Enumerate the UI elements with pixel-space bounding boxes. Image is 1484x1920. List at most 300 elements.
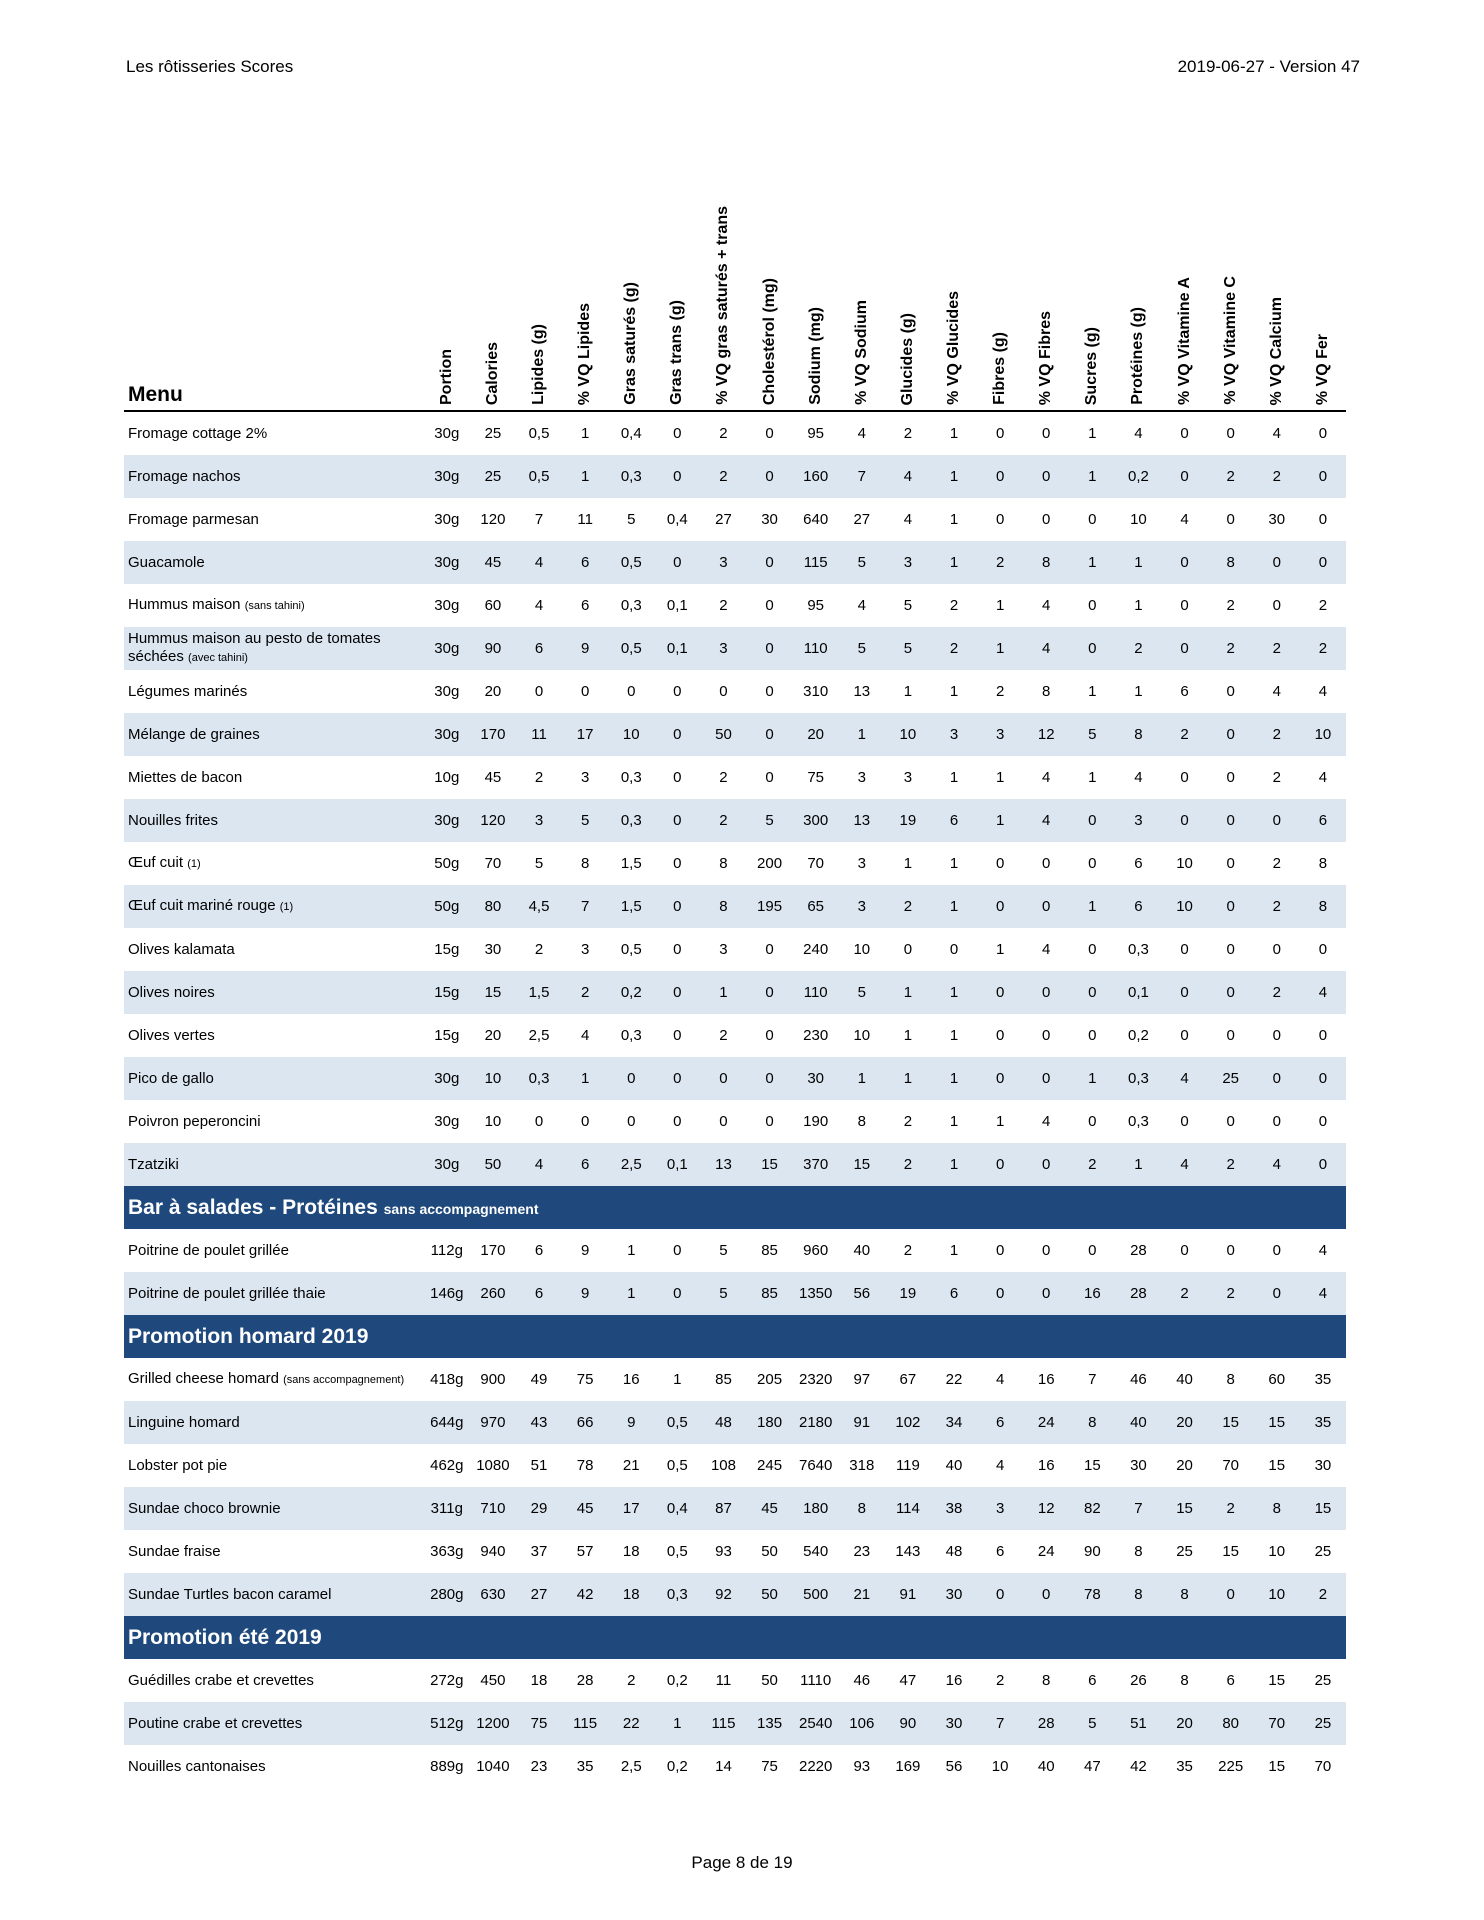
- nutrient-value: 0: [719, 1113, 728, 1130]
- nutrient-value: 30g: [434, 683, 460, 700]
- nutrient-value: 0: [1254, 1272, 1300, 1315]
- nutrient-value: 0: [700, 1057, 746, 1100]
- nutrient-value: 1: [949, 425, 959, 442]
- nutrient-value: 37: [530, 1543, 548, 1560]
- nutrient-value: 51: [530, 1457, 548, 1474]
- nutrient-value: 38: [931, 1487, 977, 1530]
- menu-item-label: Grilled cheese homard: [128, 1370, 279, 1387]
- menu-item-label: Fromage nachos: [128, 467, 241, 485]
- nutrient-value: 0: [673, 683, 682, 700]
- nutrient-value: 0: [995, 1242, 1005, 1259]
- nutrient-value: 1: [1088, 769, 1097, 786]
- nutrient-value: 940: [480, 1543, 506, 1560]
- nutrient-value: 20: [1162, 1702, 1208, 1745]
- nutrient-value: 1: [1115, 1143, 1161, 1186]
- table-row: [124, 584, 1346, 627]
- nutrient-value: 190: [803, 1113, 829, 1130]
- nutrient-value: 0: [1318, 1113, 1328, 1130]
- nutrient-value: 30g: [434, 425, 460, 442]
- nutrient-value: 7: [1115, 1487, 1161, 1530]
- menu-item-label: Œuf cuit: [128, 854, 184, 871]
- table-row: [124, 756, 1346, 799]
- nutrient-value: 46: [853, 1672, 871, 1689]
- nutrient-value: 0: [977, 1272, 1023, 1315]
- nutrient-value: 2: [1254, 971, 1300, 1014]
- nutrient-value: 1: [949, 1027, 959, 1044]
- nutrient-value: 27: [715, 511, 732, 528]
- nutrient-value: 0: [977, 1143, 1023, 1186]
- nutrient-value: 1: [995, 597, 1005, 614]
- nutrient-value: 0,5: [608, 541, 654, 584]
- nutrient-value: 75: [516, 1702, 562, 1745]
- nutrient-value: 5: [747, 799, 793, 842]
- nutrient-value: 0,2: [666, 1672, 688, 1689]
- table-row: [124, 1573, 1346, 1616]
- nutrient-value: 30g: [424, 541, 470, 584]
- nutrient-value: 90: [470, 627, 516, 670]
- nutrient-value: 47: [899, 1672, 917, 1689]
- nutrient-value: 0: [1162, 627, 1208, 670]
- nutrient-value: 4: [1300, 971, 1346, 1014]
- nutrient-value: 0,1: [654, 1143, 700, 1186]
- nutrient-value: 0: [1254, 541, 1300, 584]
- nutrient-value: 115: [793, 541, 839, 584]
- section-header-row: [124, 1186, 1346, 1229]
- nutrient-value: 0: [1088, 1113, 1097, 1130]
- column-header: [562, 160, 608, 411]
- nutrient-value: 0: [1272, 1027, 1281, 1044]
- column-header: [700, 160, 746, 411]
- nutrient-value: 540: [803, 1543, 829, 1560]
- nutrient-value: 169: [895, 1758, 921, 1775]
- nutrient-value: 29: [516, 1487, 562, 1530]
- nutrient-value: 1200: [470, 1702, 516, 1745]
- nutrient-value: 2: [977, 541, 1023, 584]
- nutrient-value: 1: [931, 1057, 977, 1100]
- menu-item-name: [124, 498, 424, 541]
- nutrient-value: 10: [1176, 855, 1193, 872]
- nutrient-value: 0: [1069, 971, 1115, 1014]
- menu-item-label: Nouilles frites: [128, 811, 219, 829]
- nutrient-value: 8: [1023, 541, 1069, 584]
- nutrient-value: 960: [803, 1242, 829, 1259]
- nutrient-value: 15g: [434, 1027, 460, 1044]
- nutrient-value: 0,3: [654, 1573, 700, 1616]
- nutrient-value: 1: [949, 1113, 959, 1130]
- nutrient-value: 0,4: [666, 511, 688, 528]
- nutrient-value: 7: [977, 1702, 1023, 1745]
- column-header: [747, 160, 793, 411]
- menu-item-label: Lobster pot pie: [128, 1456, 228, 1474]
- nutrient-value: 1,5: [608, 885, 654, 928]
- column-header: [1162, 160, 1208, 411]
- nutrient-value: 1: [627, 1242, 636, 1259]
- nutrient-value: 8: [1300, 885, 1346, 928]
- nutrient-value: 23: [530, 1758, 548, 1775]
- nutrient-value: 2: [1162, 1272, 1208, 1315]
- nutrient-value: 1: [949, 855, 959, 872]
- nutrient-value: 35: [1314, 1371, 1332, 1388]
- nutrient-value: 0: [1208, 971, 1254, 1014]
- nutrient-value: 2: [719, 597, 728, 614]
- nutrient-value: 3: [580, 769, 590, 786]
- nutrient-value: 45: [747, 1487, 793, 1530]
- menu-item-name: [124, 971, 424, 1014]
- nutrient-value: 12: [1023, 713, 1069, 756]
- nutrient-value: 0: [1208, 1573, 1254, 1616]
- table-row: [124, 1272, 1346, 1315]
- nutrient-value: 3: [839, 885, 885, 928]
- nutrient-value: 2: [1254, 627, 1300, 670]
- nutrient-value: 1: [903, 855, 913, 872]
- nutrient-value: 4: [857, 425, 866, 442]
- nutrient-value: 0: [765, 1027, 774, 1044]
- nutrient-value: 8: [1115, 713, 1161, 756]
- nutrient-value: 0: [1226, 1242, 1235, 1259]
- nutrient-value: 1: [1088, 683, 1097, 700]
- nutrient-value: 91: [885, 1573, 931, 1616]
- column-header: [977, 160, 1023, 411]
- nutrient-value: 93: [853, 1758, 871, 1775]
- nutrient-value: 40: [945, 1457, 963, 1474]
- nutrient-value: 2: [903, 1113, 913, 1130]
- nutrient-value: 7: [1088, 1371, 1097, 1388]
- nutrient-value: 0: [673, 1027, 682, 1044]
- document-version: 2019-06-27 - Version 47: [1177, 57, 1360, 76]
- nutrient-value: 78: [1069, 1573, 1115, 1616]
- table-row: [124, 1745, 1346, 1788]
- column-header-label: % VQ Fer: [1313, 333, 1331, 405]
- nutrient-value: 135: [747, 1702, 793, 1745]
- document-title: Les rôtisseries Scores: [126, 57, 294, 76]
- nutrient-value: 95: [807, 425, 825, 442]
- table-row: [124, 411, 1346, 455]
- nutrient-value: 0: [580, 1113, 590, 1130]
- menu-item-name: [124, 584, 424, 627]
- nutrient-value: 1: [903, 1027, 913, 1044]
- nutrient-value: 0: [1180, 941, 1189, 958]
- nutrient-value: 0: [627, 1113, 636, 1130]
- nutrient-value: 120: [470, 799, 516, 842]
- nutrient-value: 205: [757, 1371, 783, 1388]
- nutrient-value: 7: [534, 511, 544, 528]
- nutrient-value: 0: [673, 1242, 682, 1259]
- nutrient-value: 110: [793, 627, 839, 670]
- menu-item-name: [124, 713, 424, 756]
- nutrient-value: 1: [608, 1272, 654, 1315]
- nutrient-value: 0: [673, 855, 682, 872]
- nutrient-value: 0: [1226, 683, 1235, 700]
- nutrient-value: 8: [1180, 1672, 1189, 1689]
- nutrient-value: 2: [1254, 885, 1300, 928]
- nutrient-value: 2: [719, 1027, 728, 1044]
- nutrient-value: 80: [1208, 1702, 1254, 1745]
- nutrient-value: 2: [1115, 627, 1161, 670]
- section-note: sans accompagnement: [383, 1200, 539, 1217]
- section-title: [124, 1186, 1346, 1229]
- nutrient-value: 65: [793, 885, 839, 928]
- nutrient-value: 0,2: [1128, 1027, 1149, 1044]
- nutrient-value: 80: [470, 885, 516, 928]
- nutrient-value: 0,3: [1115, 1057, 1161, 1100]
- nutrient-value: 6: [1088, 1672, 1097, 1689]
- menu-item-label: Miettes de bacon: [128, 768, 243, 786]
- column-header: [885, 160, 931, 411]
- nutrient-value: 85: [747, 1272, 793, 1315]
- nutrient-value: 0: [995, 511, 1005, 528]
- nutrient-value: 0: [1180, 597, 1189, 614]
- nutrient-value: 2: [719, 769, 728, 786]
- nutrient-value: 4: [1180, 511, 1189, 528]
- nutrient-value: 3: [885, 541, 931, 584]
- nutrient-value: 4: [1023, 627, 1069, 670]
- nutrient-value: 644g: [424, 1401, 470, 1444]
- page-number: Page 8 de 19: [691, 1853, 793, 1872]
- nutrient-value: 3: [977, 1487, 1023, 1530]
- nutrient-value: 30g: [434, 1113, 460, 1130]
- nutrient-value: 15: [1162, 1487, 1208, 1530]
- column-header: [654, 160, 700, 411]
- nutrient-value: 78: [576, 1457, 594, 1474]
- nutrient-value: 0: [1300, 1057, 1346, 1100]
- nutrient-value: 0: [608, 1057, 654, 1100]
- nutrient-value: 49: [530, 1371, 548, 1388]
- menu-item-label: Poitrine de poulet grillée thaie: [128, 1284, 326, 1302]
- nutrient-value: 0,3: [620, 597, 642, 614]
- nutrient-value: 225: [1218, 1758, 1244, 1775]
- nutrient-value: 10: [885, 713, 931, 756]
- nutrient-value: 10: [1162, 885, 1208, 928]
- nutrient-value: 1: [1134, 683, 1143, 700]
- nutrient-value: 1: [562, 1057, 608, 1100]
- nutrient-value: 30g: [424, 627, 470, 670]
- nutrient-value: 1: [995, 941, 1005, 958]
- nutrient-value: 15: [1222, 1543, 1239, 1560]
- nutrient-value: 92: [700, 1573, 746, 1616]
- menu-item-name: [124, 1014, 424, 1057]
- menu-item-name: [124, 1143, 424, 1186]
- nutrient-value: 0: [654, 885, 700, 928]
- nutrient-value: 15: [1268, 1457, 1286, 1474]
- nutrient-value: 0: [1088, 1027, 1097, 1044]
- nutrient-value: 18: [530, 1672, 548, 1689]
- nutrient-value: 0: [673, 769, 682, 786]
- menu-item-label: Sundae Turtles bacon caramel: [128, 1585, 332, 1603]
- menu-item-note: (sans tahini): [244, 600, 305, 612]
- nutrient-value: 3: [580, 941, 590, 958]
- nutrient-value: 0: [747, 455, 793, 498]
- nutrient-value: 0: [765, 941, 774, 958]
- nutrient-value: 4: [534, 597, 544, 614]
- nutrient-value: 87: [700, 1487, 746, 1530]
- nutrient-value: 50: [470, 1143, 516, 1186]
- table-row: [124, 498, 1346, 541]
- table-row: [124, 1401, 1346, 1444]
- column-header: [839, 160, 885, 411]
- nutrient-value: 0: [1226, 1113, 1235, 1130]
- nutrient-value: 146g: [424, 1272, 470, 1315]
- nutrient-value: 240: [803, 941, 829, 958]
- nutrient-value: 630: [470, 1573, 516, 1616]
- nutrient-value: 30: [931, 1702, 977, 1745]
- nutrient-value: 0: [1318, 511, 1328, 528]
- nutrient-value: 5: [885, 627, 931, 670]
- nutrient-value: 0,3: [516, 1057, 562, 1100]
- nutrient-value: 0: [654, 713, 700, 756]
- nutrient-value: 22: [945, 1371, 963, 1388]
- menu-item-label: Nouilles cantonaises: [128, 1757, 266, 1775]
- nutrient-value: 0,5: [608, 627, 654, 670]
- nutrient-value: 8: [1208, 541, 1254, 584]
- nutrient-value: 46: [1130, 1371, 1147, 1388]
- nutrient-value: 1: [580, 425, 590, 442]
- menu-item-name: [124, 799, 424, 842]
- menu-item-label: Guacamole: [128, 553, 205, 571]
- nutrient-value: 16: [945, 1672, 963, 1689]
- nutrient-value: 1: [931, 1143, 977, 1186]
- menu-item-name: [124, 411, 424, 455]
- nutrient-value: 82: [1069, 1487, 1115, 1530]
- nutrient-value: 1: [839, 1057, 885, 1100]
- nutrient-value: 15: [747, 1143, 793, 1186]
- nutrient-value: 1: [673, 1371, 682, 1388]
- nutrient-value: 160: [793, 455, 839, 498]
- nutrient-value: 25: [484, 425, 502, 442]
- nutrient-value: 15: [1268, 1758, 1286, 1775]
- nutrient-value: 0,3: [1128, 1113, 1149, 1130]
- section-header-row: [124, 1616, 1346, 1659]
- section-title-text: Bar à salades - Protéines: [128, 1195, 378, 1219]
- nutrient-value: 0: [1088, 597, 1097, 614]
- nutrient-value: 4: [1134, 425, 1143, 442]
- nutrient-value: 115: [562, 1702, 608, 1745]
- nutrient-value: 310: [803, 683, 829, 700]
- nutrient-value: 8: [1134, 1543, 1143, 1560]
- column-header-label: Portion: [437, 349, 455, 405]
- nutrient-value: 23: [853, 1543, 871, 1560]
- nutrient-value: 0: [977, 1573, 1023, 1616]
- nutrient-value: 10: [853, 1027, 871, 1044]
- nutrient-value: 4: [903, 511, 913, 528]
- table-row: [124, 713, 1346, 756]
- nutrient-value: 0: [1272, 1113, 1281, 1130]
- nutrient-value: 318: [849, 1457, 875, 1474]
- menu-item-label: Poitrine de poulet grillée: [128, 1241, 289, 1259]
- table-row: [124, 670, 1346, 713]
- nutrient-value: 0: [1318, 941, 1328, 958]
- nutrient-value: 2: [1162, 713, 1208, 756]
- table-row: [124, 971, 1346, 1014]
- nutrient-value: 4: [1272, 425, 1281, 442]
- nutrient-value: 0: [1180, 1242, 1189, 1259]
- menu-item-label: Hummus maison au pesto de tomates séchées: [128, 630, 381, 665]
- column-header-label: % VQ Vitamine C: [1221, 276, 1239, 405]
- menu-item-label: Tzatziki: [128, 1155, 179, 1173]
- nutrient-value: 2: [885, 885, 931, 928]
- section-title-text: Promotion été 2019: [128, 1625, 322, 1649]
- menu-item-note: (sans accompagnement): [283, 1374, 405, 1386]
- menu-item-name: [124, 1530, 424, 1573]
- nutrient-value: 1: [654, 1702, 700, 1745]
- nutrient-value: 5: [839, 971, 885, 1014]
- nutrient-value: 889g: [430, 1758, 464, 1775]
- menu-item-name: [124, 928, 424, 971]
- nutrient-value: 2: [949, 597, 959, 614]
- nutrient-value: 30: [1314, 1457, 1332, 1474]
- nutrient-value: 1: [949, 769, 959, 786]
- nutrient-value: 0: [747, 541, 793, 584]
- nutrient-value: 0: [1272, 597, 1281, 614]
- nutrient-value: 0,3: [620, 1027, 642, 1044]
- nutrient-value: 0: [1226, 425, 1235, 442]
- table-row: [124, 541, 1346, 584]
- nutrient-value: 5: [719, 1242, 728, 1259]
- nutrient-value: 2: [903, 425, 913, 442]
- nutrient-value: 40: [1115, 1401, 1161, 1444]
- menu-item-label: Œuf cuit mariné rouge: [128, 897, 276, 914]
- nutrient-value: 2: [931, 627, 977, 670]
- nutrient-value: 4: [1042, 769, 1051, 786]
- nutrient-value: 0: [1023, 1057, 1069, 1100]
- nutrient-value: 0: [747, 627, 793, 670]
- nutrient-value: 7: [839, 455, 885, 498]
- nutrient-value: 10: [1268, 1543, 1286, 1560]
- column-header-label: Sucres (g): [1083, 326, 1101, 405]
- nutrient-value: 1: [885, 971, 931, 1014]
- nutrient-value: 0: [1088, 1242, 1097, 1259]
- table-row: [124, 1057, 1346, 1100]
- nutrient-value: 0: [627, 683, 636, 700]
- nutrient-value: 0: [1180, 425, 1189, 442]
- nutrient-value: 51: [1115, 1702, 1161, 1745]
- nutrient-value: 15: [1208, 1401, 1254, 1444]
- nutrient-value: 0: [1023, 971, 1069, 1014]
- nutrient-value: 2: [1208, 1487, 1254, 1530]
- nutrient-value: 30g: [424, 1143, 470, 1186]
- nutrient-value: 22: [608, 1702, 654, 1745]
- nutrient-value: 512g: [424, 1702, 470, 1745]
- nutrient-value: 10: [608, 713, 654, 756]
- nutrient-value: 4: [1318, 683, 1328, 700]
- nutrient-value: 15: [1268, 1672, 1286, 1689]
- nutrient-value: 0,5: [528, 425, 550, 442]
- nutrient-value: 15: [1083, 1457, 1101, 1474]
- nutrient-value: 1: [1069, 455, 1115, 498]
- section-title: [124, 1616, 1346, 1659]
- nutrient-value: 95: [807, 597, 825, 614]
- nutrient-value: 0: [673, 941, 682, 958]
- nutrient-value: 40: [1176, 1371, 1193, 1388]
- nutrient-value: 0: [1162, 971, 1208, 1014]
- menu-item-name: [124, 1444, 424, 1487]
- nutrient-value: 1: [949, 1242, 959, 1259]
- column-header-label: Calories: [483, 341, 501, 405]
- nutrient-value: 4: [1134, 769, 1143, 786]
- nutrient-value: 0: [1069, 799, 1115, 842]
- nutrient-value: 112g: [430, 1242, 463, 1259]
- nutrient-value: 25: [1314, 1543, 1332, 1560]
- nutrient-value: 6: [534, 1242, 544, 1259]
- nutrient-value: 85: [715, 1371, 732, 1388]
- nutrient-value: 13: [839, 799, 885, 842]
- nutrient-value: 0,5: [516, 455, 562, 498]
- nutrient-value: 2: [1208, 1272, 1254, 1315]
- nutrient-value: 3: [1115, 799, 1161, 842]
- nutrient-value: 5: [903, 597, 913, 614]
- menu-item-label: Poivron peperoncini: [128, 1112, 261, 1130]
- nutrient-value: 0,3: [1128, 941, 1149, 958]
- column-header: [1208, 160, 1254, 411]
